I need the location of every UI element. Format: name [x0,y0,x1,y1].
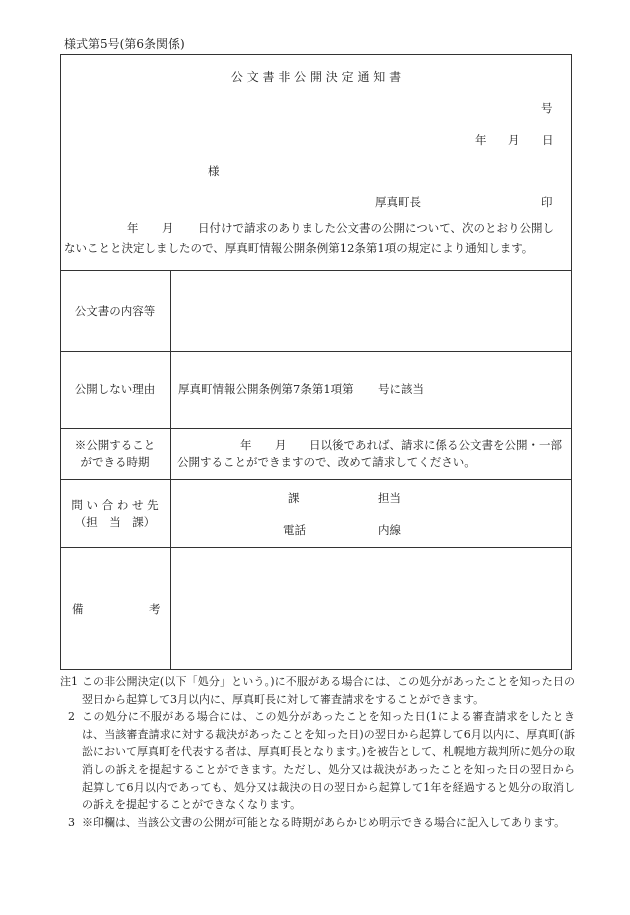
contact-phone-label: 電話 [283,523,306,537]
contact-extension-label: 内線 [378,523,401,537]
date-month-label: 月 [508,133,520,147]
document-number-suffix: 号 [541,101,553,115]
content-label: 公文書の内容等 [74,304,156,318]
contact-section-label: 課 [288,491,300,505]
body-text-line2: ないことと決定しましたので、厚真町情報公開条例第12条第1項の規定により通知します。 [64,241,534,255]
document-title: 公 文 書 非 公 開 決 定 通 知 書 [230,70,402,84]
reason-label: 公開しない理由 [74,382,156,396]
remarks-label-2: 考 [149,602,161,616]
date-day-label: 日 [542,133,554,147]
addressee-suffix: 様 [208,164,220,178]
notes-section [60,673,575,831]
seal-mark: 印 [541,195,553,209]
remarks-label-1: 備 [72,602,84,616]
row-divider [60,270,572,271]
possible-text-line1: 日以後であれば、請求に係る公文書を公開・一部 [309,438,562,452]
contact-person-label: 担当 [378,491,401,505]
row-divider [60,428,572,429]
note-text: この非公開決定(以下「処分」という。)に不服がある場合には、この処分があったことを知った日の翌日から起算して3月以内に、厚真町長に対して審査請求をすることができます。 [82,675,575,706]
note-text: ※印欄は、当該公文書の公開が可能となる時期があらかじめ明示できる場合に記入してあります。 [82,815,566,829]
row-divider [60,351,572,352]
body-month-label: 月 [162,221,174,235]
form-number-label: 様式第5号(第6条関係) [64,37,185,51]
possible-time-label-2: ができる時期 [80,455,150,469]
note-item [60,708,575,814]
note-text: この処分に不服がある場合には、この処分があったことを知った日(1による審査請求をしたときは、当該審査請求に対する裁決があったことを知った日)の翌日から起算して6月以内に、厚真町(訴訟において厚真町を代表する者は、厚真町長となります。)を被告として、札幌地方裁判所に処分の取消しの訴えを提起することができます。ただし、処分又は裁決があったことを知った日の翌日から起算して6月以内であっても、処分又は裁決の日の翌日から起算して1年を経過すると処分の取消しの訴えを提起することができなくなります。 [82,710,575,812]
body-year-label: 年 [127,221,139,235]
note-number: 3 [68,815,75,829]
body-text-line1: 日付けで請求のありました公文書の公開について、次のとおり公開し [198,221,555,235]
label-column-divider [170,270,171,670]
reason-text-b: 号に該当 [378,382,424,396]
note-item [60,673,575,708]
possible-time-label-1: ※公開すること [74,438,156,452]
contact-label-2: （担 当 課） [74,515,156,529]
row-divider [60,479,572,480]
form-frame [60,54,572,670]
possible-year-label: 年 [240,438,252,452]
note-item [60,814,575,832]
contact-label-1: 問 い 合 わ せ 先 [71,498,159,512]
sender-name: 厚真町長 [375,195,421,209]
possible-text-line2: 公開することができますので、改めて請求してください。 [177,455,476,469]
date-year-label: 年 [475,133,487,147]
note-number: 注1 [60,675,78,688]
row-divider [60,547,572,548]
reason-text-a: 厚真町情報公開条例第7条第1項第 [178,382,354,396]
note-number: 2 [68,710,75,724]
possible-month-label: 月 [275,438,287,452]
